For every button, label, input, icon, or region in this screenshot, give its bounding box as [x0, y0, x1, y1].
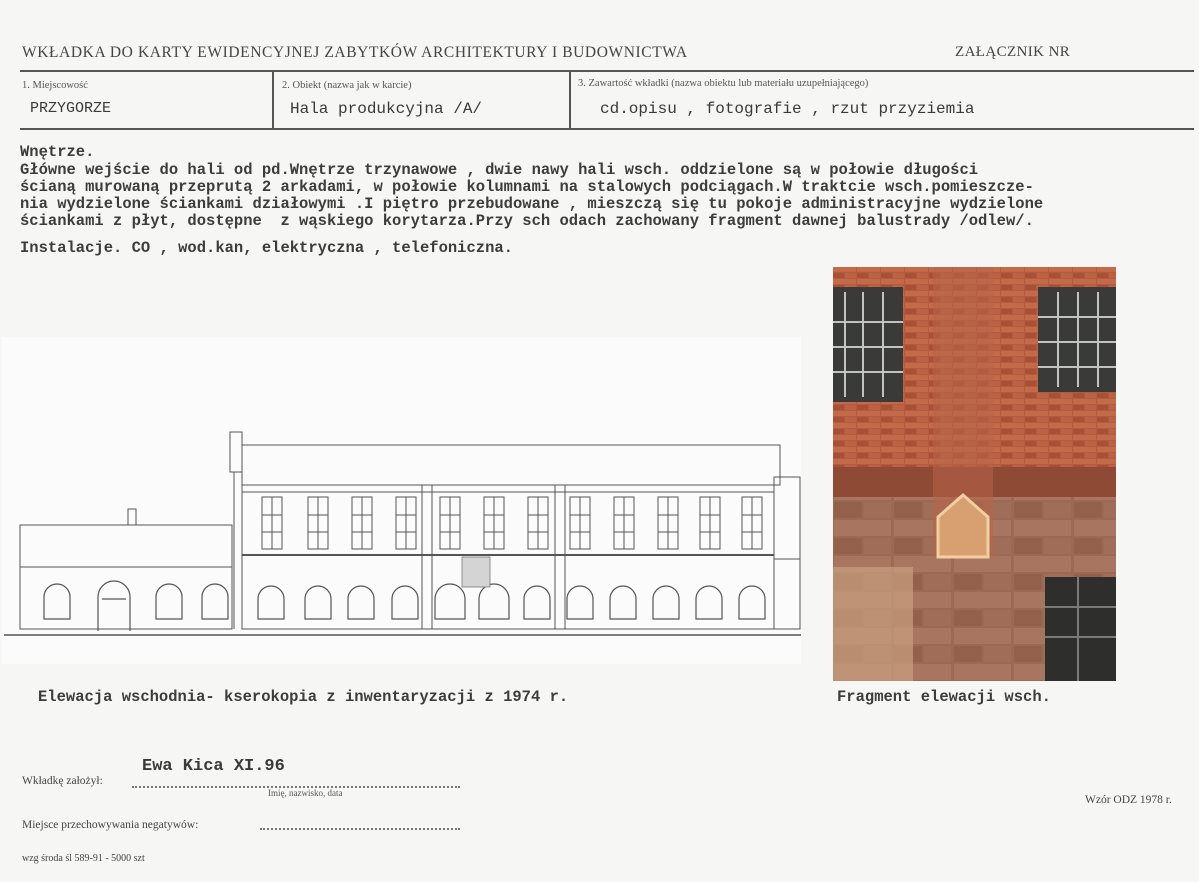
- negatives-dotted-line: [260, 828, 460, 830]
- pattern-label: Wzór ODZ 1978 r.: [1085, 794, 1172, 806]
- creator-value: Ewa Kica XI.96: [142, 757, 285, 776]
- photo-caption: Fragment elewacji wsch.: [837, 688, 1051, 706]
- elevation-sketch: [2, 337, 801, 664]
- creator-label: Wkładkę założył:: [22, 775, 103, 787]
- negatives-label: Miejsce przechowywania negatywów:: [22, 819, 199, 831]
- creator-hint: Imię, nazwisko, data: [268, 788, 343, 798]
- fields-rule: [20, 128, 1194, 130]
- content-label: 3. Zawartość wkładki (nazwa obiektu lub materiału uzupełniającego): [578, 78, 869, 89]
- content-value: cd.opisu , fotografie , rzut przyziemia: [600, 100, 975, 118]
- locality-label: 1. Miejscowość: [22, 80, 88, 91]
- description-heading: Wnętrze.: [20, 143, 95, 161]
- header-rule: [20, 70, 1194, 72]
- print-info: wzg środa śl 589-91 - 5000 szt: [22, 853, 145, 864]
- brick-wall-photo: [833, 267, 1116, 681]
- installations-text: Instalacje. CO , wod.kan, elektryczna , telefoniczna.: [20, 239, 513, 257]
- elevation-drawing: [2, 337, 801, 664]
- attachment-number: ZAŁĄCZNIK NR: [955, 44, 1071, 60]
- description-line-1: Główne wejście do hali od pd.Wnętrze trzynawowe , dwie nawy hali wsch. oddzielone są w połowie długości: [20, 161, 979, 179]
- description-line-3: nia wydzielone ściankami działowymi .I piętro przebudowane , mieszczą się tu pokoje administracyjne wydzielone: [20, 195, 1044, 213]
- form-title: WKŁADKA DO KARTY EWIDENCYJNEJ ZABYTKÓW ARCHITEKTURY I BUDOWNICTWA: [22, 44, 688, 61]
- facade-photo: [833, 267, 1116, 681]
- field-divider-1: [272, 72, 274, 129]
- object-value: Hala produkcyjna /A/: [290, 100, 483, 118]
- description-line-4: ściankami z płyt, dostępne z wąskiego korytarza.Przy sch odach zachowany fragment dawnej balustrady /odlew/.: [20, 212, 1034, 230]
- field-divider-2: [569, 72, 571, 129]
- locality-value: PRZYGORZE: [30, 100, 112, 117]
- description-line-2: ścianą murowaną przeprutą 2 arkadami, w połowie kolumnami na stalowych podciągach.W traktcie wsch.pomieszcze-: [20, 178, 1034, 196]
- object-label: 2. Obiekt (nazwa jak w karcie): [282, 80, 412, 91]
- drawing-caption: Elewacja wschodnia- kserokopia z inwentaryzacji z 1974 r.: [38, 688, 569, 706]
